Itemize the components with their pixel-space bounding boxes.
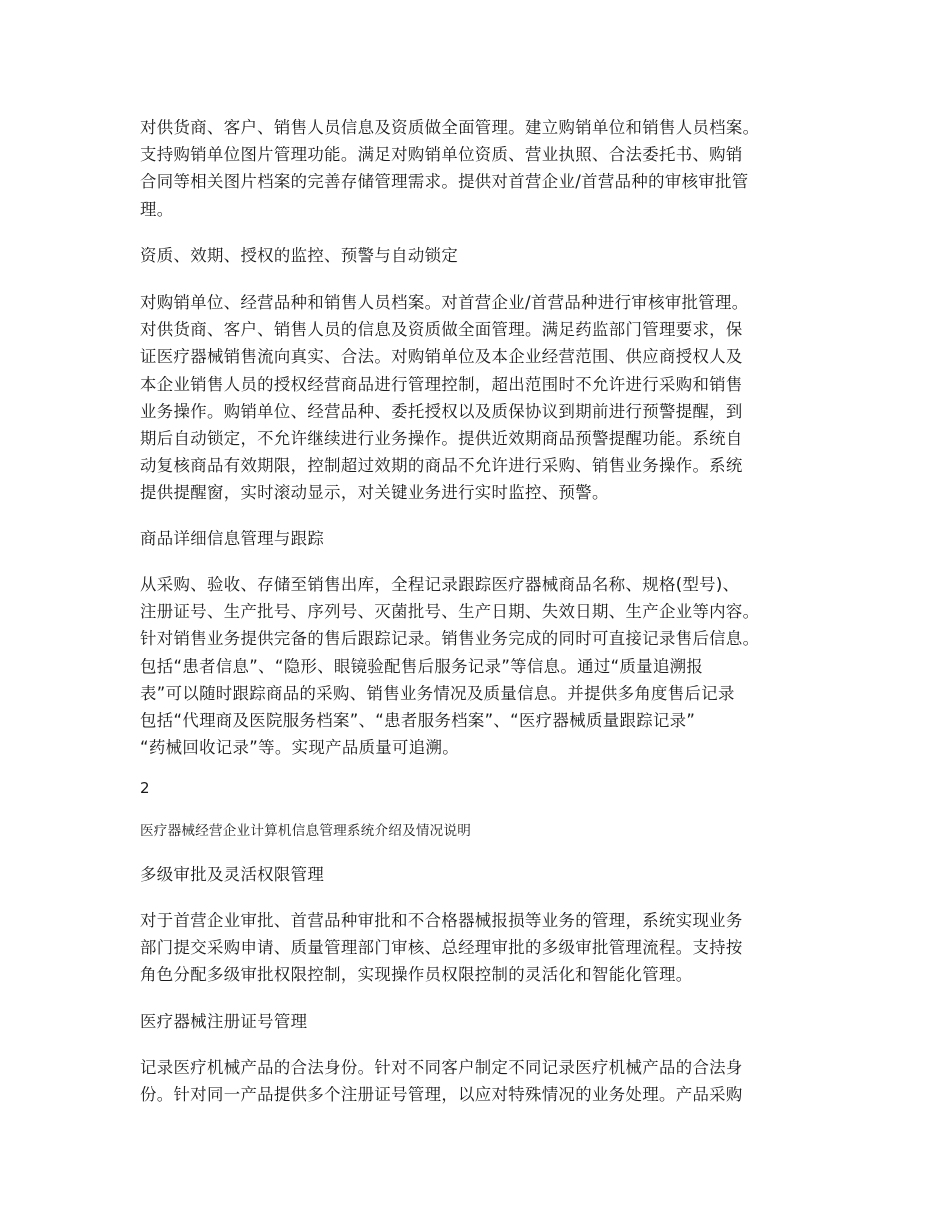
paragraph-monitoring: 对购销单位、经营品种和销售人员档案。对首营企业/首营品种进行审核审批管理。 对供货商、客户、销售人员的信息及资质做全面管理。满足药监部门管理要求，保 证医疗器械销售流向真实、合法。对购销单位及本企业经营范围、供应商授权人及 本企业销售人员的授权经营商品进行管理控制，超出范围时不允许进行采购和销售 业务操作。购销单位、经营品种、委托授权以及质保协议到期前进行预警提醒，到 期后自动锁定，不允许继续进行业务操作。提供近效期商品预警提醒功能。系统自 动复核商品有效期限，控制超过效期的商品不允许进行采购、销售业务操作。系统 提供提醒窗，实时滚动显示，对关键业务进行实时监控、预警。 [140,293,749,503]
section-heading-registration: 医疗器械注册证号管理 [140,1012,308,1031]
running-title: 医疗器械经营企业计算机信息管理系统介绍及情况说明 [140,823,472,839]
paragraph-registration: 记录医疗机械产品的合法身份。针对不同客户制定不同记录医疗机械产品的合法身 份。针对同一产品提供多个注册证号管理，以应对特殊情况的业务处理。产品采购 [140,1058,743,1105]
section-heading-tracking: 商品详细信息管理与跟踪 [140,529,325,548]
page-number: 2 [140,779,150,797]
section-heading-approval: 多级审批及灵活权限管理 [140,865,325,884]
paragraph-approval: 对于首营企业审批、首营品种审批和不合格器械报损等业务的管理，系统实现业务 部门提交采购申请、质量管理部门审核、总经理审批的多级审批管理流程。支持按 角色分配多级审批权限控制，实现操作员权限控制的灵活化和智能化管理。 [140,911,743,985]
paragraph-tracking: 从采购、验收、存储至销售出库，全程记录跟踪医疗器械商品名称、规格(型号)、 注册证号、生产批号、序列号、灭菌批号、生产日期、失效日期、生产企业等内容。 针对销售业务提供完备的售后跟踪记录。销售业务完成的同时可直接记录售后信息。 包括“患者信息”、“隐形、眼镜验配售后服务记录”等信息。通过“质量追溯报 表”可以随时跟踪商品的采购、销售业务情况及质量信息。并提供多角度售后记录 包括“代理商及医院服务档案”、“患者服务档案”、“医疗器械质量跟踪记录” “药械回收记录”等。实现产品质量可追溯。 [140,575,760,758]
paragraph-supplier-management: 对供货商、客户、销售人员信息及资质做全面管理。建立购销单位和销售人员档案。 支持购销单位图片管理功能。满足对购销单位资质、营业执照、合法委托书、购销 合同等相关图片档案的完善存储管理需求。提供对首营企业/首营品种的审核审批管 理。 [140,118,760,219]
section-heading-monitoring: 资质、效期、授权的监控、预警与自动锁定 [140,246,459,265]
